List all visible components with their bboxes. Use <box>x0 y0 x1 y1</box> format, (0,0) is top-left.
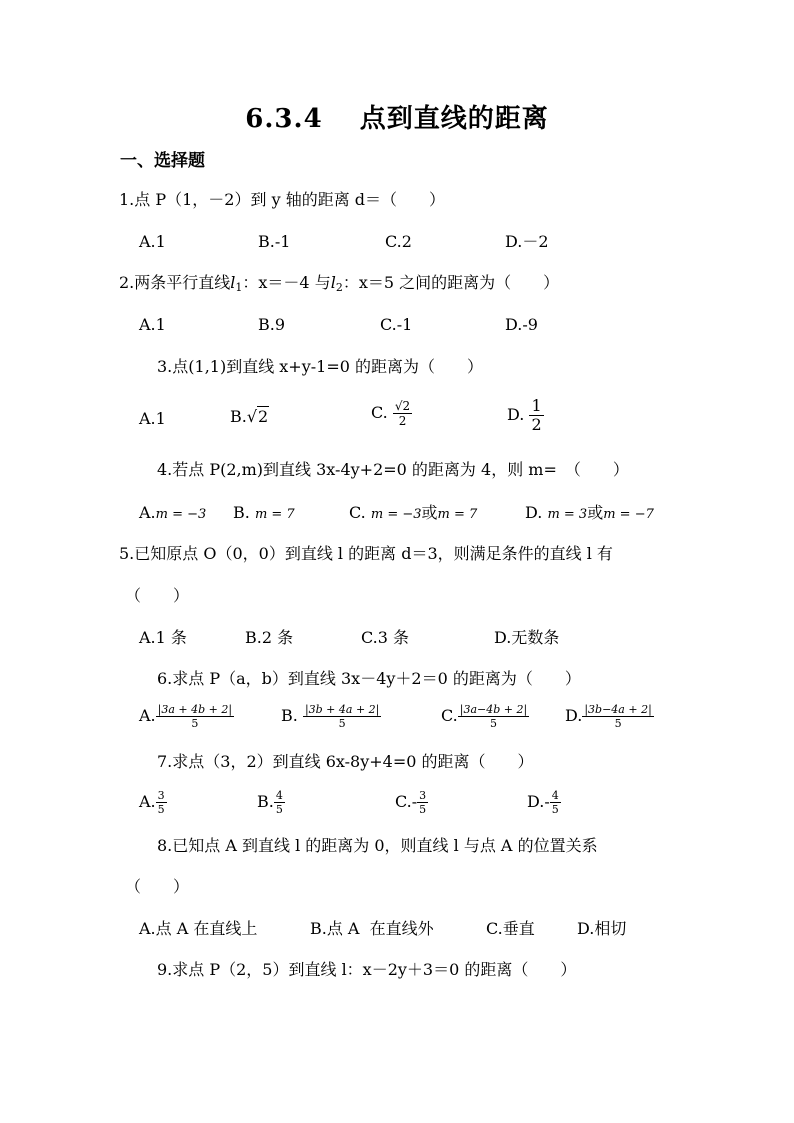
q6-option-c-denominator: 5 <box>489 717 497 730</box>
page-title: 6.3.4 点到直线的距离 <box>245 104 549 134</box>
q6-option-c-fraction <box>458 704 529 729</box>
q2-stem-pre: 2.两条平行直线 <box>119 273 231 292</box>
q7-option-c <box>395 790 428 815</box>
q3-option-d-label: D. <box>507 405 525 424</box>
q7-option-b-numerator: 4 <box>275 789 283 802</box>
q3-option-b-sqrt: √2 <box>246 407 269 426</box>
q4-option-d <box>525 501 654 527</box>
q6-option-d-label: D. <box>565 706 583 725</box>
q7-option-a-numerator: 3 <box>157 789 165 802</box>
q2-option-a: A.1 <box>139 315 166 334</box>
q3-option-c-numerator: √2 <box>394 399 411 413</box>
q6-option-a-fraction <box>156 704 234 729</box>
q5-option-c: C.3 条 <box>361 628 410 647</box>
q6-option-d-fraction <box>582 704 653 729</box>
q4-option-a-label: A. <box>139 503 156 522</box>
q6-option-a-label: A. <box>139 706 156 725</box>
q3-option-b-radicand: 2 <box>258 407 269 426</box>
q3-option-c-label: C. <box>371 403 388 422</box>
q8-option-b: B.点 A 在直线外 <box>310 919 434 938</box>
q7-option-c-label: C.- <box>395 792 418 811</box>
q4-option-b-label: B. <box>233 503 250 522</box>
q6-option-d <box>565 704 654 729</box>
question-8-paren: （ ） <box>125 877 190 896</box>
q4-option-c-or: 或 <box>421 503 438 522</box>
q6-option-a-denominator: 5 <box>191 717 199 730</box>
q2-option-b: B.9 <box>258 315 286 334</box>
q6-option-d-denominator: 5 <box>614 717 622 730</box>
q7-option-d-label: D.- <box>527 792 550 811</box>
q6-option-b-fraction <box>303 704 381 729</box>
q8-option-a: A.点 A 在直线上 <box>139 919 258 938</box>
q7-option-d-numerator: 4 <box>551 789 559 802</box>
q6-option-d-numerator: |3b−4a + 2| <box>584 703 652 716</box>
q6-option-b-denominator: 5 <box>338 717 346 730</box>
q4-option-c-value2: m = 7 <box>437 507 478 522</box>
q3-option-c-num-radicand: 2 <box>402 399 411 413</box>
q2-stem-post: ：x＝5 之间的距离为（ ） <box>342 273 560 292</box>
q7-option-d-denominator: 5 <box>551 803 559 816</box>
q2-line-l1: l <box>230 273 236 292</box>
q4-option-c-value1: m = −3 <box>370 507 422 522</box>
q1-option-a: A.1 <box>139 232 166 251</box>
q7-option-a-denominator: 5 <box>157 803 165 816</box>
q7-option-b-denominator: 5 <box>275 803 283 816</box>
q5-option-a: A.1 条 <box>139 628 187 647</box>
q2-option-d: D.-9 <box>505 315 538 334</box>
q4-option-d-value2: m = −7 <box>603 507 654 522</box>
q4-option-d-label: D. <box>525 503 543 522</box>
q5-option-b: B.2 条 <box>245 628 294 647</box>
q3-option-a: A.1 <box>139 409 166 428</box>
q7-option-c-numerator: 3 <box>419 789 427 802</box>
q3-option-c <box>371 400 412 427</box>
q4-option-b-value: m = 7 <box>254 507 295 522</box>
q7-option-a <box>139 790 167 815</box>
question-4-stem: 4.若点 P(2,m)到直线 3x-4y+2=0 的距离为 4，则 m= （ ） <box>157 460 629 479</box>
q2-line-l2: l <box>330 273 336 292</box>
q4-option-d-value1: m = 3 <box>547 507 588 522</box>
question-7-stem: 7.求点（3，2）到直线 6x-8y+4=0 的距离（ ） <box>157 752 534 771</box>
question-6-stem: 6.求点 P（a，b）到直线 3x－4y＋2＝0 的距离为（ ） <box>157 669 581 688</box>
q7-option-c-fraction <box>417 790 428 815</box>
question-1-stem: 1.点 P（1，－2）到 y 轴的距离 d＝（ ） <box>119 190 446 209</box>
q3-option-d-numerator: 1 <box>531 396 542 415</box>
q4-option-d-or: 或 <box>587 503 604 522</box>
question-5-paren: （ ） <box>125 586 190 605</box>
question-2-stem <box>119 271 559 300</box>
q3-option-b-label: B. <box>230 407 247 426</box>
q7-option-a-fraction <box>156 790 167 815</box>
q7-option-d <box>527 790 561 815</box>
q3-option-c-denominator: 2 <box>398 414 407 428</box>
q7-option-b <box>257 790 285 815</box>
q5-option-d: D.无数条 <box>494 628 560 647</box>
q3-option-d-denominator: 2 <box>531 415 542 434</box>
q4-option-a <box>139 501 206 527</box>
q8-option-c: C.垂直 <box>486 919 535 938</box>
q4-option-c <box>349 501 477 527</box>
q6-option-c <box>441 704 529 729</box>
q6-option-a <box>139 704 234 729</box>
q6-option-b <box>281 704 381 729</box>
q2-stem-mid: ：x＝－4 与 <box>242 273 331 292</box>
question-5-stem: 5.已知原点 O（0，0）到直线 l 的距离 d＝3，则满足条件的直线 l 有 <box>119 544 613 563</box>
q8-option-d: D.相切 <box>577 919 627 938</box>
q2-sub-2: 2 <box>335 281 343 294</box>
question-8-stem: 8.已知点 A 到直线 l 的距离为 0，则直线 l 与点 A 的位置关系 <box>157 836 598 855</box>
q3-option-d-fraction <box>529 398 543 433</box>
q6-option-b-numerator: |3b + 4a + 2| <box>304 703 380 716</box>
question-9-stem: 9.求点 P（2，5）到直线 l：x－2y＋3＝0 的距离（ ） <box>157 960 577 979</box>
q3-option-b <box>230 405 269 429</box>
q6-option-c-label: C. <box>441 706 458 725</box>
q7-option-b-fraction <box>274 790 285 815</box>
q4-option-b <box>233 501 295 527</box>
q7-option-b-label: B. <box>257 792 274 811</box>
q6-option-b-label: B. <box>281 706 298 725</box>
q4-option-a-value: m = −3 <box>155 507 207 522</box>
q3-option-d <box>507 398 544 433</box>
q1-option-d: D.－2 <box>505 232 549 251</box>
q1-option-b: B.-1 <box>258 232 291 251</box>
q6-option-c-numerator: |3a−4b + 2| <box>459 703 528 716</box>
question-3-stem: 3.点(1,1)到直线 x+y-1=0 的距离为（ ） <box>157 357 484 376</box>
q7-option-a-label: A. <box>139 792 156 811</box>
q7-option-c-denominator: 5 <box>419 803 427 816</box>
q3-option-c-fraction <box>393 400 412 427</box>
q2-option-c: C.-1 <box>380 315 413 334</box>
q4-option-c-label: C. <box>349 503 366 522</box>
q7-option-d-fraction <box>550 790 561 815</box>
q1-option-c: C.2 <box>385 232 412 251</box>
section-heading: 一、选择题 <box>120 151 205 171</box>
q6-option-a-numerator: |3a + 4b + 2| <box>157 703 233 716</box>
q2-sub-1: 1 <box>235 281 243 294</box>
